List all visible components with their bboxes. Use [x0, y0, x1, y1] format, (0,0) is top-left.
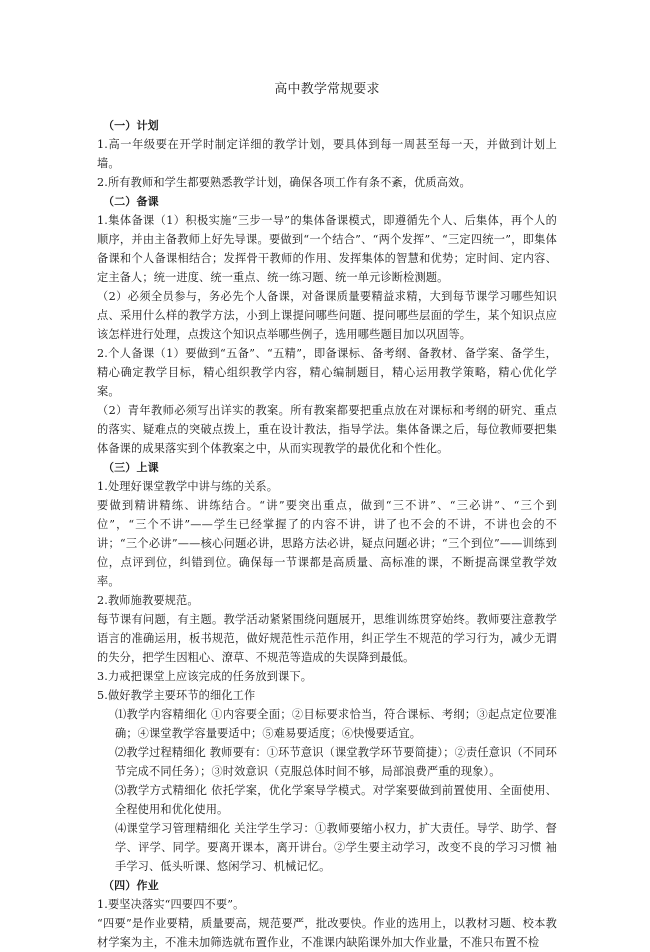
paragraph: 1.集体备课（1）积极实施“三步一导”的集体备课模式，即遵循先个人、后集体，再个人的顺序，并由主备教师上好先导课。要做到“一个结合”、“两个发挥”、“三定四统一”，即集体备课和个人备课相结合；发挥骨干教师的作用、发挥集体的智慧和优势；定时间、定内容、定主备人；统一进度、统一重点、统一练习题、统一单元诊断检测题。	[97, 214, 557, 284]
paragraph: 每节课有问题，有主题。教学活动紧紧围绕问题展开，思维训练贯穿始终。教师要注意教学语言的准确运用，板书规范，做好规范性示范作用，纠正学生不规范的学习行为，减少无谓的失分，把学生因粗心、潦草、不规范等造成的失误降到最低。	[97, 613, 557, 664]
paragraph: （2）青年教师必须写出详实的教案。所有教案都要把重点放在对课标和考纲的研究、重点的落实、疑难点的突破点拨上，重在设计教法，指导学法。集体备课之后，每位教师要把集体备课的成果落实到个体教案之中，从而实现教学的最优化和个性化。	[97, 404, 557, 455]
section-lesson-prep	[97, 192, 557, 458]
paragraph: 2.教师施教要规范。	[97, 594, 199, 607]
paragraph: ⑵教学过程精细化 教师要有：①环节意识（课堂教学环节要简捷）；②责任意识（不同环节完成不同任务）；③时效意识（克服总体时间不够，局部浪费严重的现象）。	[115, 746, 557, 778]
section-class	[97, 458, 557, 876]
paragraph: （2）必须全员参与，务必先个人备课，对备课质量要精益求精，大到每节课学习哪些知识点、采用什么样的教学方法，小到上课提问哪些问题、提问哪些层面的学生，某个知识点应该怎样进行处理，点拨这个知识点举哪些例子，选用哪些题目加以巩固等。	[97, 290, 557, 341]
paragraph: 1.高一年级要在开学时制定详细的教学计划，要具体到每一周甚至每一天，并做到计划上墙。	[97, 138, 557, 170]
paragraph: ⑶教学方式精细化 依托学案，优化学案导学模式。对学案要做到前置使用、全面使用、全程使用和优化使用。	[115, 784, 557, 816]
paragraph: ⑷课堂学习管理精细化 关注学生学习：①教师要缩小权力，扩大责任。导学、助学、督学、评学、同学。要离开课本，离开讲台。②学生要主动学习，改变不良的学习习惯 袖手学习、低头听课、悠闲学习、机械记忆。	[115, 822, 557, 873]
section-heading: （四）作业	[103, 879, 159, 892]
paragraph: 1.处理好课堂教学中讲与练的关系。	[97, 480, 279, 493]
section-heading: （三）上课	[103, 461, 159, 474]
paragraph: 2.个人备课（1）要做到“五备”、“五精”，即备课标、备考纲、备教材、备学案、备学生，精心确定教学目标，精心组织教学内容，精心编制题目，精心运用教学策略，精心优化学案。	[97, 347, 557, 398]
section-heading: （一）计划	[103, 119, 159, 132]
paragraph: ⑴教学内容精细化 ①内容要全面；②目标要求恰当，符合课标、考纲；③起点定位要准确；④课堂教学容量要适中；⑤难易要适度；⑥快慢要适宜。	[115, 708, 557, 740]
paragraph: 5.做好教学主要环节的细化工作	[97, 689, 256, 702]
paragraph: 1.要坚决落实“四要四不要”。	[97, 898, 245, 911]
document-page	[97, 78, 557, 952]
paragraph: 2.所有教师和学生都要熟悉教学计划，确保各项工作有条不紊，优质高效。	[97, 176, 471, 189]
paragraph: 要做到精讲精练、讲练结合。“讲”要突出重点，做到“三不讲”、“三必讲”、“三个到位”，“三个不讲”——学生已经掌握了的内容不讲，讲了也不会的不讲，不讲也会的不讲；“三个必讲”——核心问题必讲，思路方法必讲，疑点问题必讲；“三个到位”——训练到位，点评到位，纠错到位。确保每一节课都是高质量、高标准的课，不断提高课堂教学效率。	[97, 499, 557, 588]
section-plan	[97, 116, 557, 192]
section-homework	[97, 876, 557, 952]
paragraph: “四要”是作业要精，质量要高，规范要严，批改要快。作业的选用上，以教材习题、校本教材学案为主，不准未加筛选就布置作业，不准课内缺陷课外加大作业量，不准只布置不检	[97, 917, 557, 949]
section-heading: （二）备课	[103, 195, 159, 208]
paragraph: 3.力戒把课堂上应该完成的任务放到课下。	[97, 670, 313, 683]
document-title: 高中教学常规要求	[274, 82, 380, 97]
